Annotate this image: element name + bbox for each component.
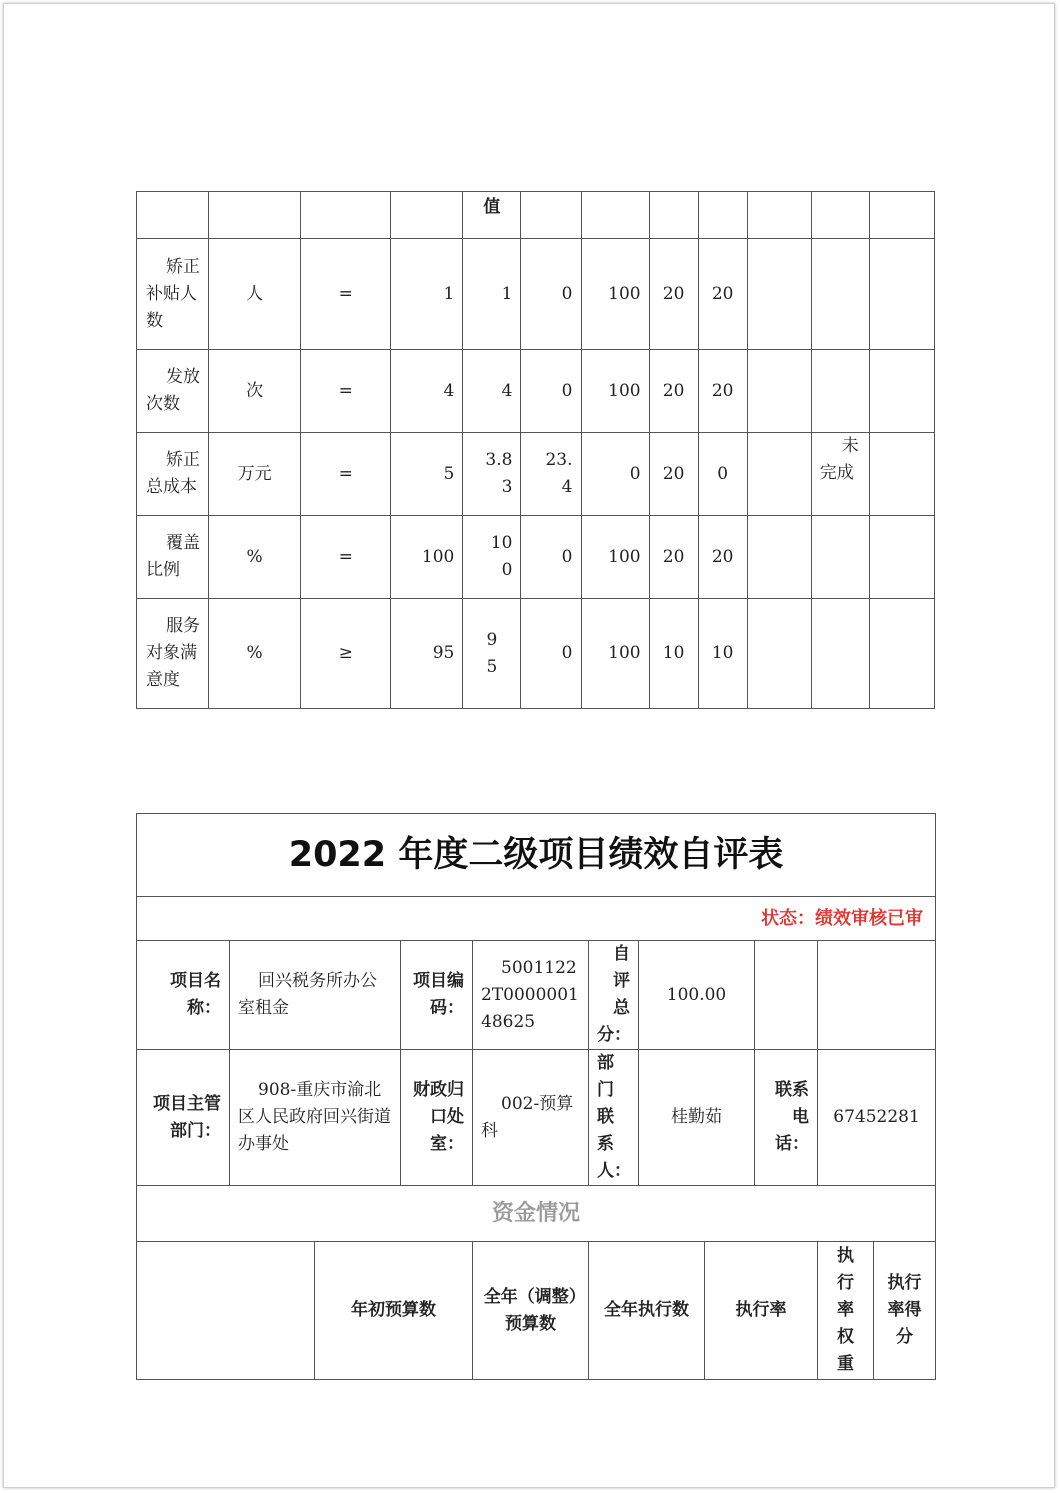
table-row bbox=[137, 516, 935, 599]
indicator-target: 4 bbox=[391, 350, 463, 433]
indicator-rate: 100 bbox=[581, 599, 649, 709]
indicator-rate: 0 bbox=[581, 433, 649, 516]
project-code-label: 项目编码： bbox=[401, 941, 473, 1050]
project-info-row bbox=[137, 941, 936, 1050]
indicator-diff: 0 bbox=[521, 239, 581, 350]
table-row bbox=[137, 599, 935, 709]
indicator-weight: 10 bbox=[649, 599, 698, 709]
indicator-weight: 20 bbox=[649, 350, 698, 433]
indicator-score: 10 bbox=[698, 599, 747, 709]
contact-value: 桂勤茹 bbox=[639, 1050, 755, 1186]
header-value-cell: 值 bbox=[463, 192, 521, 239]
indicator-name: 覆盖比例 bbox=[137, 516, 209, 599]
contact-label: 部门联系人： bbox=[589, 1050, 639, 1186]
indicator-operator: = bbox=[301, 239, 391, 350]
indicator-deviation: 未完成 bbox=[811, 433, 869, 516]
indicator-diff: 0 bbox=[521, 516, 581, 599]
funds-header: 执行率得分 bbox=[874, 1242, 936, 1380]
indicator-diff: 0 bbox=[521, 599, 581, 709]
department-info-row bbox=[137, 1050, 936, 1186]
indicator-deviation bbox=[747, 599, 811, 709]
phone-value: 67452281 bbox=[818, 1050, 936, 1186]
indicator-name: 矫正补贴人数 bbox=[137, 239, 209, 350]
indicator-unit: % bbox=[209, 516, 301, 599]
indicator-operator: = bbox=[301, 433, 391, 516]
indicator-rate: 100 bbox=[581, 516, 649, 599]
form-title: 2022 年度二级项目绩效自评表 bbox=[137, 814, 936, 897]
funds-header: 全年执行数 bbox=[589, 1242, 705, 1380]
indicator-unit: 人 bbox=[209, 239, 301, 350]
indicator-weight: 20 bbox=[649, 239, 698, 350]
indicator-actual: 95 bbox=[463, 599, 521, 709]
funds-header: 执行率 bbox=[705, 1242, 818, 1380]
funds-header: 年初预算数 bbox=[315, 1242, 473, 1380]
indicator-operator: = bbox=[301, 516, 391, 599]
indicator-rate: 100 bbox=[581, 239, 649, 350]
indicator-target: 95 bbox=[391, 599, 463, 709]
indicator-score: 20 bbox=[698, 350, 747, 433]
indicator-remark bbox=[811, 350, 869, 433]
indicator-rate: 100 bbox=[581, 350, 649, 433]
indicator-actual: 100 bbox=[463, 516, 521, 599]
self-score-label: 自评总分： bbox=[589, 941, 639, 1050]
funds-header: 执行率权重 bbox=[818, 1242, 874, 1380]
funds-section-heading: 资金情况 bbox=[137, 1186, 936, 1242]
self-score-value: 100.00 bbox=[639, 941, 755, 1050]
indicator-weight: 20 bbox=[649, 433, 698, 516]
project-name-value: 回兴税务所办公室租金 bbox=[230, 941, 401, 1050]
indicator-target: 100 bbox=[391, 516, 463, 599]
indicator-name: 发放次数 bbox=[137, 350, 209, 433]
indicator-name: 矫正总成本 bbox=[137, 433, 209, 516]
indicator-unit: 万元 bbox=[209, 433, 301, 516]
indicator-score: 20 bbox=[698, 516, 747, 599]
table-row bbox=[137, 239, 935, 350]
indicator-remark bbox=[869, 433, 934, 516]
indicator-operator: ≥ bbox=[301, 599, 391, 709]
indicator-remark bbox=[811, 516, 869, 599]
indicator-weight: 20 bbox=[649, 516, 698, 599]
indicator-unit: % bbox=[209, 599, 301, 709]
indicator-diff: 23.4 bbox=[521, 433, 581, 516]
evaluation-form-table bbox=[136, 813, 936, 1380]
funds-header-row bbox=[137, 1242, 936, 1380]
dept-value: 908-重庆市渝北区人民政府回兴街道办事处 bbox=[230, 1050, 401, 1186]
indicator-operator: = bbox=[301, 350, 391, 433]
indicator-target: 5 bbox=[391, 433, 463, 516]
dept-label: 项目主管部门： bbox=[137, 1050, 230, 1186]
finance-office-value: 002-预算科 bbox=[473, 1050, 589, 1186]
phone-label: 联系电话： bbox=[755, 1050, 818, 1186]
indicator-score: 0 bbox=[698, 433, 747, 516]
indicator-table bbox=[136, 191, 935, 709]
indicator-actual: 3.83 bbox=[463, 433, 521, 516]
indicator-diff: 0 bbox=[521, 350, 581, 433]
finance-office-label: 财政归口处室： bbox=[401, 1050, 473, 1186]
table-row bbox=[137, 433, 935, 516]
status-text: 状态：绩效审核已审 bbox=[137, 897, 936, 941]
indicator-deviation bbox=[747, 239, 811, 350]
indicator-remark bbox=[811, 599, 869, 709]
project-code-value: 50011222T000000148625 bbox=[473, 941, 589, 1050]
indicator-actual: 4 bbox=[463, 350, 521, 433]
indicator-score: 20 bbox=[698, 239, 747, 350]
table-row bbox=[137, 350, 935, 433]
indicator-actual: 1 bbox=[463, 239, 521, 350]
indicator-deviation bbox=[747, 516, 811, 599]
funds-header: 全年（调整）预算数 bbox=[473, 1242, 589, 1380]
indicator-target: 1 bbox=[391, 239, 463, 350]
indicator-remark bbox=[811, 239, 869, 350]
funds-blank-cell bbox=[137, 1242, 315, 1380]
indicator-unit: 次 bbox=[209, 350, 301, 433]
indicator-name: 服务对象满意度 bbox=[137, 599, 209, 709]
indicator-deviation bbox=[747, 350, 811, 433]
project-name-label: 项目名称： bbox=[137, 941, 230, 1050]
indicator-header-row bbox=[137, 192, 935, 239]
